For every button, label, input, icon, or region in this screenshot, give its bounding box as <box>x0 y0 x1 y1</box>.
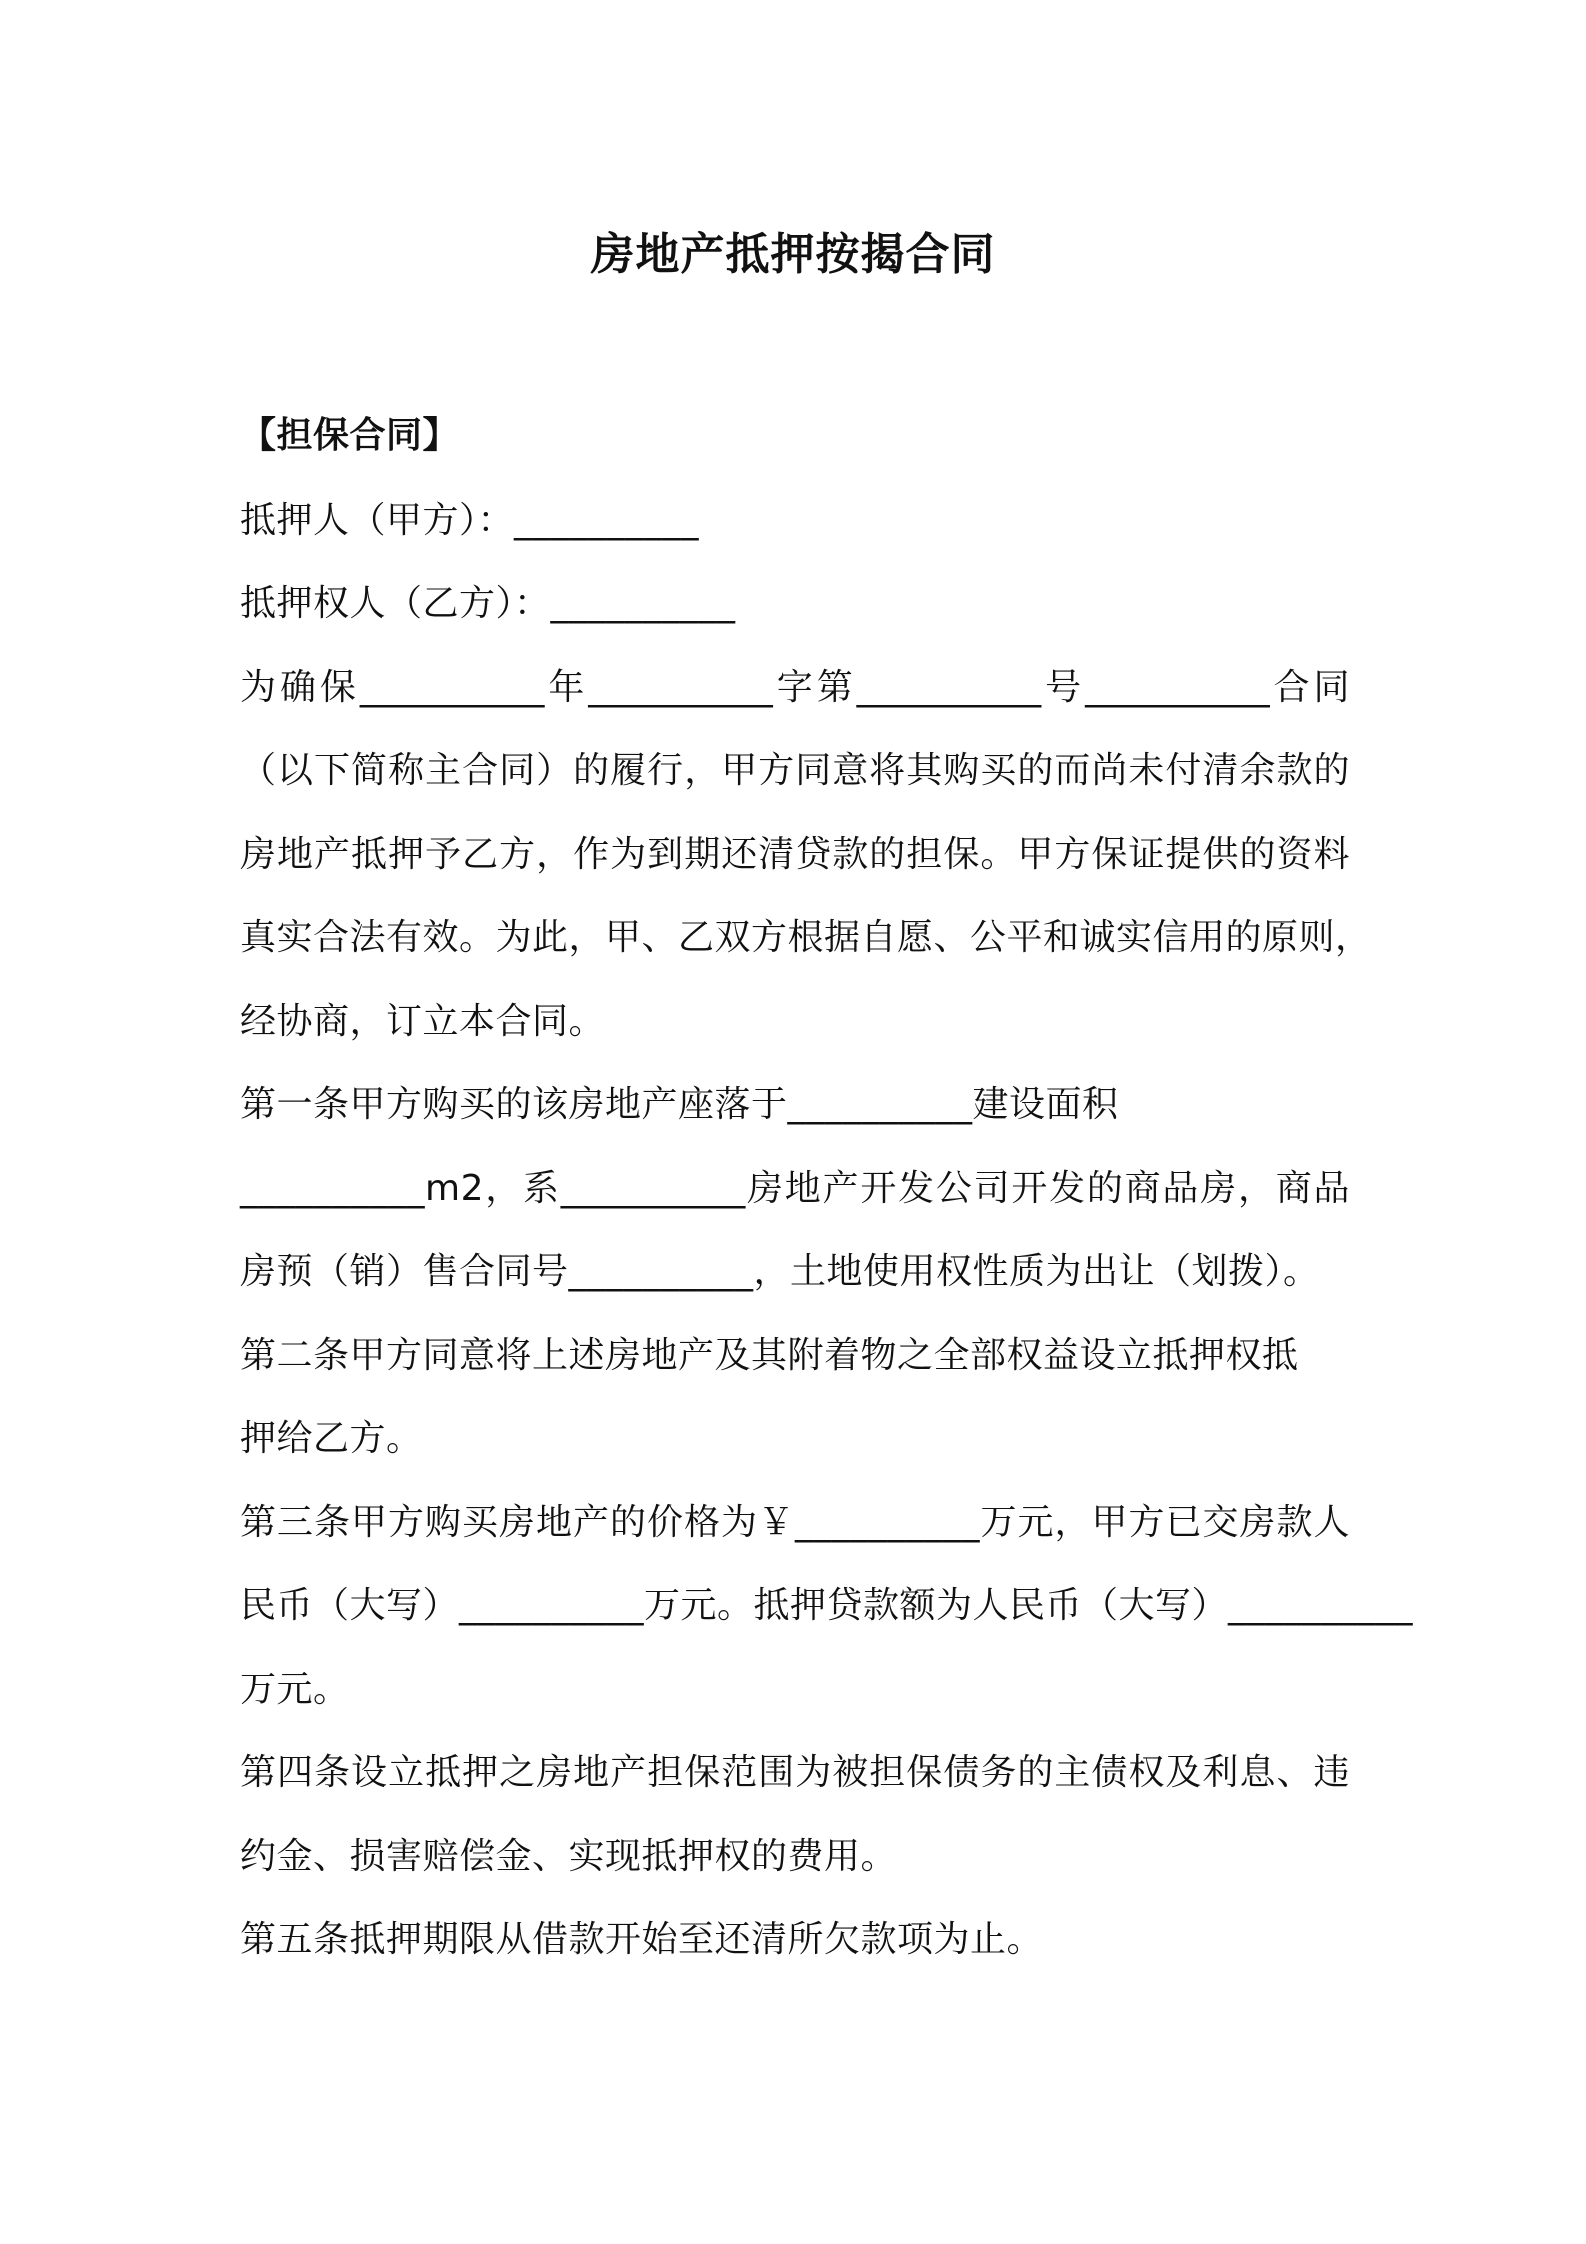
article-3-line: 万元。 <box>240 1669 350 1710</box>
article-4-line: 约金、损害赔偿金、实现抵押权的费用。 <box>240 1836 898 1877</box>
article-3-line: 第三条甲方购买房地产的价格为￥__________万元，甲方已交房款人 <box>240 1502 1350 1543</box>
body-line: 为确保__________年__________字第__________号__________合同 <box>240 667 1350 708</box>
article-5-line: 第五条抵押期限从借款开始至还清所欠款项为止。 <box>240 1919 1044 1960</box>
document-title: 房地产抵押按揭合同 <box>590 229 996 280</box>
body-line: 真实合法有效。为此，甲、乙双方根据自愿、公平和诚实信用的原则， <box>240 917 1372 958</box>
article-2-line: 押给乙方。 <box>240 1418 423 1459</box>
party-a-line: 抵押人（甲方）：__________ <box>240 500 700 541</box>
party-b-line: 抵押权人（乙方）：__________ <box>240 583 736 624</box>
article-3-line: 民币（大写）__________万元。抵押贷款额为人民币（大写）__________ <box>240 1585 1414 1626</box>
article-1-line: 第一条甲方购买的该房地产座落于__________建设面积 <box>240 1084 1119 1125</box>
body-line: （以下简称主合同）的履行，甲方同意将其购买的而尚未付清余款的 <box>240 750 1350 791</box>
article-1-line: 房预（销）售合同号__________，土地使用权性质为出让（划拨）。 <box>240 1251 1320 1292</box>
body-line: 经协商，订立本合同。 <box>240 1001 606 1042</box>
article-2-line: 第二条甲方同意将上述房地产及其附着物之全部权益设立抵押权抵 <box>240 1335 1299 1376</box>
article-4-line: 第四条设立抵押之房地产担保范围为被担保债务的主债权及利息、违 <box>240 1752 1350 1793</box>
article-1-line: __________m2，系__________房地产开发公司开发的商品房，商品 <box>240 1168 1350 1209</box>
section-heading: 【担保合同】 <box>240 415 460 456</box>
body-line: 房地产抵押予乙方，作为到期还清贷款的担保。甲方保证提供的资料 <box>240 834 1350 875</box>
